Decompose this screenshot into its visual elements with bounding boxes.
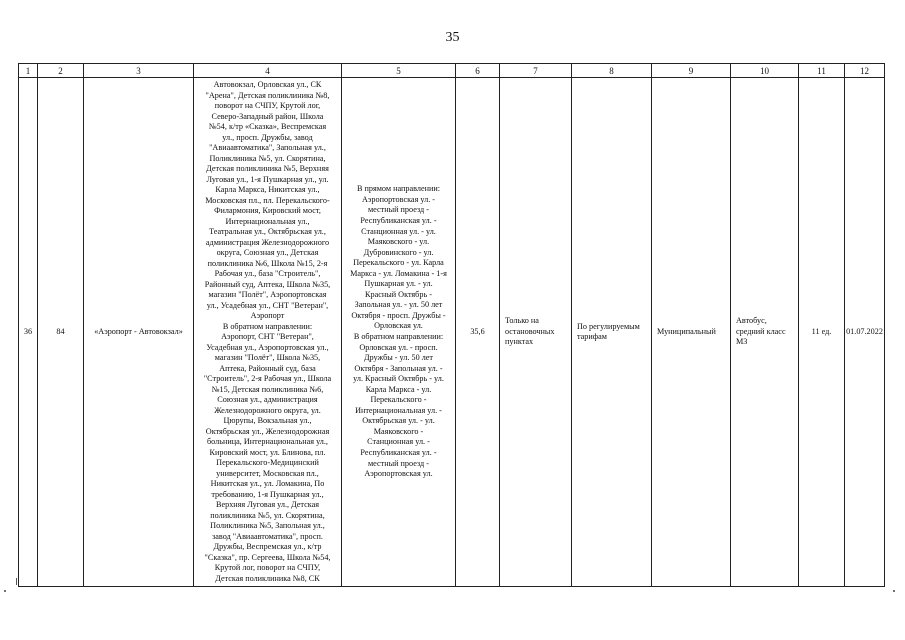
route-registry-table [18, 63, 885, 587]
header-row [19, 64, 885, 78]
route-number: 84 [38, 78, 84, 587]
vehicle-class: Автобус, средний класс М3 [731, 78, 799, 587]
header-col-7: 7 [500, 64, 572, 78]
route-length: 35,6 [456, 78, 500, 587]
stops-cell [194, 78, 342, 587]
page-number: 35 [445, 30, 460, 45]
header-col-3: 3 [84, 64, 194, 78]
header-col-12: 12 [845, 64, 885, 78]
route-name: «Аэропорт - Автовокзал» [84, 78, 194, 587]
route-sequence-number: 36 [19, 78, 38, 587]
header-col-9: 9 [652, 64, 731, 78]
streets-cell [342, 78, 456, 587]
header-col-10: 10 [731, 64, 799, 78]
vehicle-count: 11 ед. [799, 78, 845, 587]
header-col-6: 6 [456, 64, 500, 78]
carrier-type: Муниципальный [652, 78, 731, 587]
header-col-4: 4 [194, 64, 342, 78]
stops-list: Автовокзал, Орловская ул., СК "Арена", Детская поликлиника №8, поворот на СЧПУ, Крутой лог, Северо-Западный район, Школа №54, к/тр «Сказка», Веспремская ул., просп. Дружбы, завод "Авиаавтоматика", Запольная ул., Поликлиника №5, ул. Скорятина, Детская поликлиника №5, Верхняя Луговая ул., 1-я Пушкарная ул., ул. Карла Маркса, Никитская ул., Московская пл., пл. Перекальского- Филармония, Кировский мост, Интернациональная ул., Театральная ул., Октябрьская ул., администрация Железнодорожного округа, Союзная ул., Детская поликлиника №6, Школа №15, 2-я Рабочая ул., база "Строитель", Районный суд, Аптека, Школа №35, магазин "Полёт", Аэропортовская ул., Усадебная ул., СНТ "Ветеран", Аэропорт В обратном направлении: Аэропорт, СНТ "Ветеран", Усадебная ул., Аэропортовская ул., магазин "Полёт", Школа №35, Аптека, Районный суд, база "Строитель", 2-я Рабочая ул., Школа №15, Детская поликлиника №6, Союзная ул., администрация Железнодорожного округа, ул. Цюрупы, Вокзальная ул., Октябрьская ул., Железнодорожная больница, Интернациональная ул., Кировский мост, ул. Блинова, пл. Перекальского-Медицинский университет, Московская пл., Никитская ул., ул. Ломакина, По требованию, 1-я Пушкарная ул., Верхняя Луговая ул., Детская поликлиника №5, ул. Скорятина, Поликлиника №5, Запольная ул., завод "Авиаавтоматика", просп. Дружбы, Веспремская ул., к/тр "Сказка", пр. Сергеева, Школа №54, Крутой лог, поворот на СЧПУ, Детская поликлиника №8, СК [203, 80, 332, 583]
header-col-11: 11 [799, 64, 845, 78]
scan-dot-right [893, 590, 895, 592]
boarding-procedure: Только на остановочных пунктах [500, 78, 572, 587]
header-col-2: 2 [38, 64, 84, 78]
start-date: 01.07.2022 [845, 78, 885, 587]
streets-list: В прямом направлении: Аэропортовская ул. - местный проезд - Республиканская ул. - Станционная ул. - ул. Маяковского - ул. Дубровинского - ул. Перекальского - ул. Карла Маркса - ул. Ломакина - 1-я Пушкарная ул. - ул. Красный Октябрь - Запольная ул. - ул. 50 лет Октября - просп. Дружбы - Орловская ул. В обратном направлении: Орловская ул. - просп. Дружбы - ул. 50 лет Октября - Запольная ул. - ул. Красный Октябрь - ул. Карла Маркса - ул. Перекальского - Интернациональная ул. - Октябрьская ул. - ул. Маяковского - Станционная ул. - Республиканская ул. - местный проезд - Аэропортовская ул. [350, 184, 447, 479]
header-col-5: 5 [342, 64, 456, 78]
fare-type: По регулируемым тарифам [572, 78, 652, 587]
header-col-8: 8 [572, 64, 652, 78]
header-col-1: 1 [19, 64, 38, 78]
scan-dot-left [4, 590, 6, 592]
margin-mark [16, 578, 17, 585]
table-row [19, 78, 885, 587]
